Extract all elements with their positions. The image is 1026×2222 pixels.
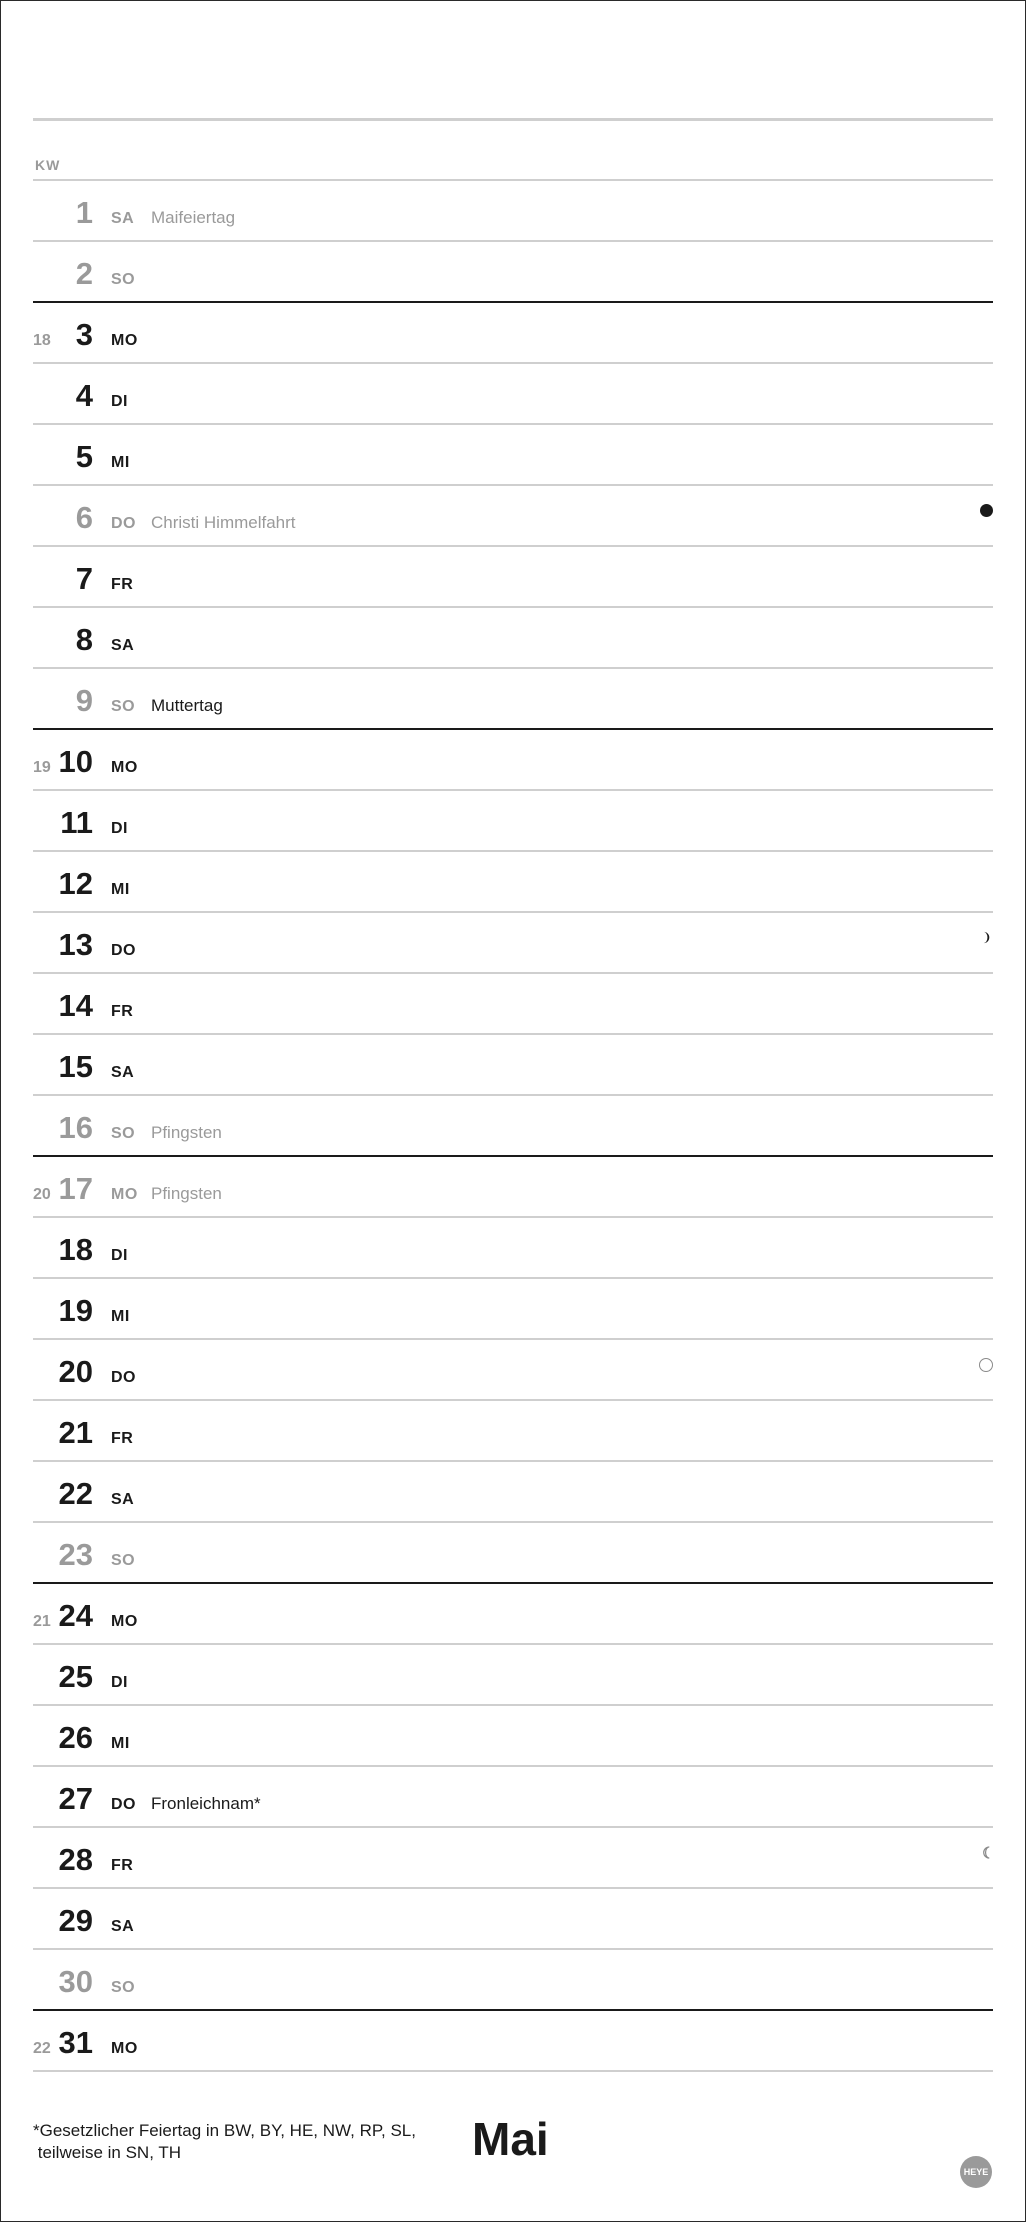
- day-number: 27: [58, 1781, 93, 1816]
- weekday-abbr: SO: [111, 1125, 136, 1142]
- holiday-footnote: *Gesetzlicher Feiertag in BW, BY, HE, NW, RP, SL, teilweise in SN, TH: [33, 2121, 416, 2162]
- weekday-abbr: SA: [111, 210, 135, 227]
- day-row: [33, 486, 993, 547]
- day-row: [33, 1218, 993, 1279]
- day-number: 9: [75, 683, 93, 718]
- publisher-logo: HEYE: [960, 2156, 992, 2188]
- day-number: 16: [58, 1110, 93, 1145]
- holiday-note: Fronleichnam*: [151, 1794, 261, 1813]
- day-row: [33, 1157, 993, 1218]
- day-number: 18: [58, 1232, 93, 1267]
- day-row: [33, 1706, 993, 1767]
- weekday-abbr: SA: [111, 1064, 135, 1081]
- weekday-abbr: DO: [111, 515, 136, 532]
- day-row: [33, 1279, 993, 1340]
- day-number: 4: [75, 378, 93, 413]
- weekday-abbr: DI: [111, 1674, 128, 1691]
- weekday-abbr: SO: [111, 1979, 136, 1996]
- weekday-abbr: MO: [111, 332, 138, 349]
- day-row: [33, 730, 993, 791]
- day-number: 20: [58, 1354, 93, 1389]
- day-row: [33, 1645, 993, 1706]
- week-number: 18: [33, 332, 51, 349]
- day-row: [33, 913, 993, 974]
- holiday-note: Pfingsten: [151, 1123, 222, 1142]
- day-number: 5: [75, 439, 93, 474]
- weekday-abbr: SO: [111, 271, 136, 288]
- day-row: [33, 1096, 993, 1157]
- day-row: [33, 1401, 993, 1462]
- weekday-abbr: FR: [111, 1857, 134, 1874]
- holiday-note: Pfingsten: [151, 1184, 222, 1203]
- day-row: [33, 974, 993, 1035]
- day-number: 28: [58, 1842, 93, 1877]
- weekday-abbr: DI: [111, 820, 128, 837]
- day-row: [33, 1462, 993, 1523]
- day-row: [33, 1828, 993, 1889]
- day-row: [33, 303, 993, 364]
- week-number: 20: [33, 1186, 51, 1203]
- weekday-abbr: FR: [111, 1430, 134, 1447]
- top-divider: [33, 118, 993, 121]
- day-number: 29: [58, 1903, 93, 1938]
- weekday-abbr: MO: [111, 1613, 138, 1630]
- weekday-abbr: MO: [111, 1186, 138, 1203]
- day-number: 3: [75, 317, 93, 352]
- day-row: [33, 242, 993, 303]
- day-number: 23: [58, 1537, 93, 1572]
- weekday-abbr: MO: [111, 2040, 138, 2057]
- day-row: [33, 181, 993, 242]
- day-row: [33, 791, 993, 852]
- weekday-abbr: SA: [111, 1491, 135, 1508]
- weekday-abbr: DO: [111, 942, 136, 959]
- day-row: [33, 852, 993, 913]
- last-quarter-moon-icon: [980, 931, 993, 944]
- day-row: [33, 1035, 993, 1096]
- weekday-abbr: DI: [111, 1247, 128, 1264]
- day-number: 21: [58, 1415, 93, 1450]
- day-row: [33, 1523, 993, 1584]
- day-number: 1: [75, 195, 93, 230]
- day-number: 31: [58, 2025, 93, 2060]
- day-row: [33, 364, 993, 425]
- weekday-abbr: SA: [111, 1918, 135, 1935]
- kw-column-header: KW: [35, 157, 61, 173]
- day-row: [33, 608, 993, 669]
- day-number: 11: [60, 805, 93, 840]
- day-row: [33, 425, 993, 486]
- weekday-abbr: SA: [111, 637, 135, 654]
- day-row: [33, 2011, 993, 2072]
- day-number: 26: [58, 1720, 93, 1755]
- day-row: [33, 1767, 993, 1828]
- day-rows: [33, 181, 993, 2072]
- day-row: [33, 1340, 993, 1401]
- weekday-abbr: SO: [111, 1552, 136, 1569]
- weekday-abbr: MI: [111, 1735, 130, 1752]
- month-title: Mai: [472, 2113, 549, 2165]
- weekday-abbr: DO: [111, 1369, 136, 1386]
- day-row: [33, 547, 993, 608]
- day-number: 12: [58, 866, 93, 901]
- day-number: 10: [58, 744, 93, 779]
- weekday-abbr: DO: [111, 1796, 136, 1813]
- day-number: 17: [58, 1171, 93, 1206]
- day-number: 15: [58, 1049, 93, 1084]
- day-number: 2: [75, 256, 93, 291]
- weekday-abbr: DI: [111, 393, 128, 410]
- day-row: [33, 1889, 993, 1950]
- day-number: 14: [58, 988, 93, 1023]
- weekday-abbr: MI: [111, 881, 130, 898]
- day-row: [33, 669, 993, 730]
- holiday-note: Maifeiertag: [151, 208, 236, 227]
- day-number: 22: [58, 1476, 93, 1511]
- week-number: 22: [33, 2040, 51, 2057]
- day-number: 8: [75, 622, 93, 657]
- full-moon-icon: [980, 504, 993, 517]
- weekday-abbr: MI: [111, 454, 130, 471]
- day-number: 25: [58, 1659, 93, 1694]
- day-number: 6: [75, 500, 93, 535]
- new-moon-icon: [979, 1358, 993, 1372]
- week-number: 19: [33, 759, 51, 776]
- holiday-note: Christi Himmelfahrt: [151, 513, 296, 532]
- weekday-abbr: MO: [111, 759, 138, 776]
- weekday-abbr: FR: [111, 576, 134, 593]
- first-quarter-moon-icon: [980, 1846, 993, 1859]
- week-number: 21: [33, 1613, 51, 1630]
- day-number: 30: [58, 1964, 93, 1999]
- weekday-abbr: FR: [111, 1003, 134, 1020]
- day-row: [33, 1584, 993, 1645]
- weekday-abbr: MI: [111, 1308, 130, 1325]
- day-number: 13: [58, 927, 93, 962]
- day-number: 7: [75, 561, 93, 596]
- weekday-abbr: SO: [111, 698, 136, 715]
- day-row: [33, 1950, 993, 2011]
- day-number: 24: [58, 1598, 93, 1633]
- holiday-note: Muttertag: [151, 696, 223, 715]
- day-number: 19: [58, 1293, 93, 1328]
